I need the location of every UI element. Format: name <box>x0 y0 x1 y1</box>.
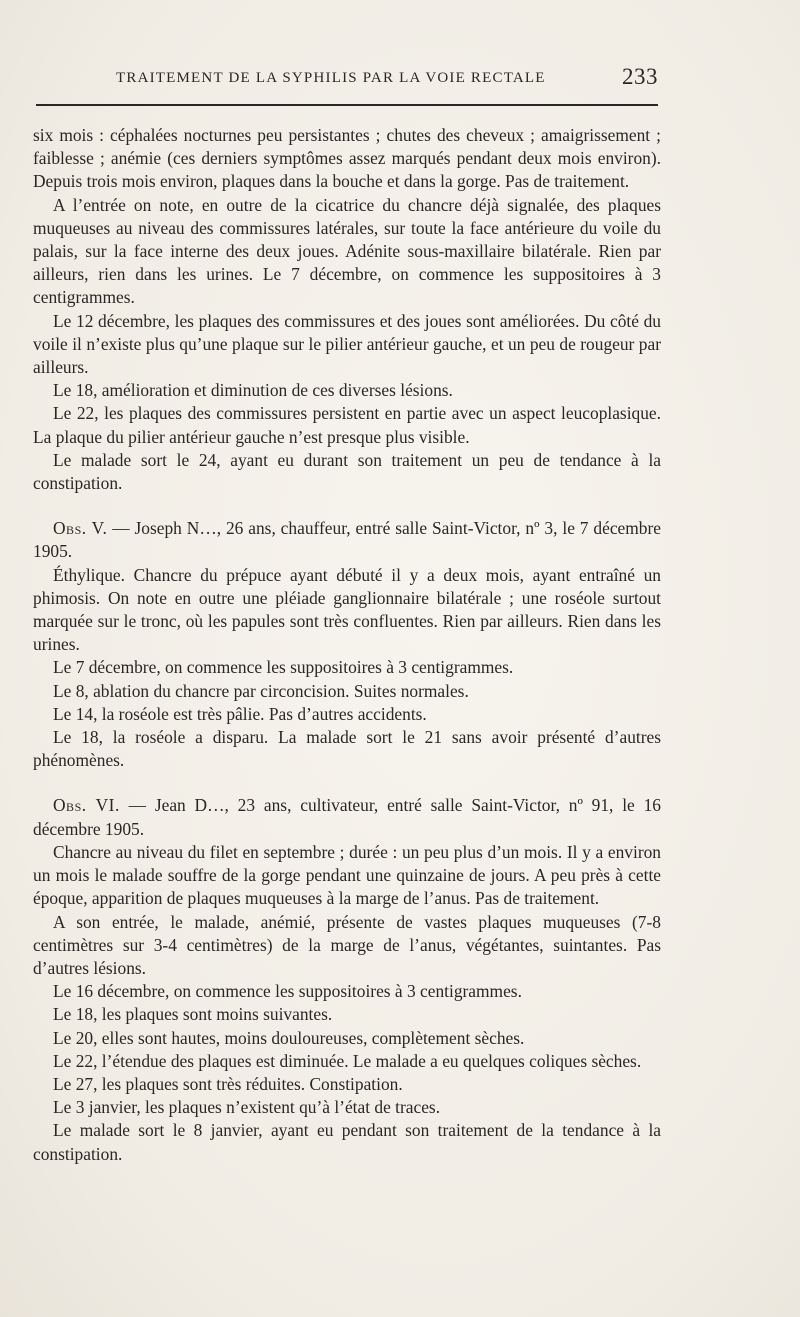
obs-v-dec-8: Le 8, ablation du chancre par circoncision. Suites normales. <box>53 680 469 701</box>
obs-vi-dec-22: Le 22, l’étendue des plaques est diminuée. Le malade a eu quelques coliques sèches. <box>53 1050 642 1071</box>
obs-v-dec-14: Le 14, la roséole est très pâlie. Pas d’autres accidents. <box>53 703 427 724</box>
page-body <box>33 124 661 1166</box>
obs-v-dec-18: Le 18, la roséole a disparu. La malade sort le 21 sans avoir présenté d’autres phénomènes. <box>33 727 661 771</box>
observation-vi-label: Obs. VI. <box>53 795 120 816</box>
paragraph-dec-22: Le 22, les plaques des commissures persistent en partie avec un aspect leucoplasique. La plaque du pilier antérieur gauche n’est presque plus visible. <box>33 403 661 447</box>
obs-vi-jan-3: Le 3 janvier, les plaques n’existent qu’à l’état de traces. <box>53 1097 441 1118</box>
paragraph-dec-18: Le 18, amélioration et diminution de ces diverses lésions. <box>53 380 453 401</box>
obs-vi-history: Chancre au niveau du filet en septembre ; durée : un peu plus d’un mois. Il y a environ un mois le malade souffre de la gorge pendant une quinzaine de jours. A peu près à cette époque, apparition de plaques muqueuses à la marge de l’anus. Pas de traitement. <box>33 841 661 909</box>
obs-vi-dec-18: Le 18, les plaques sont moins suivantes. <box>53 1004 333 1025</box>
obs-vi-entry: A son entrée, le malade, anémié, présente de vastes plaques muqueuses (7-8 centimètres sur 3-4 centimètres) de la marge de l’anus, végétantes, suintantes. Pas d’autres lésions. <box>33 911 661 978</box>
obs-vi-dec-16: Le 16 décembre, on commence les suppositoires à 3 centigrammes. <box>53 981 522 1002</box>
paragraph-dec-12: Le 12 décembre, les plaques des commissures et des joues sont améliorées. Du côté du voile il n’existe plus qu’une plaque sur le pilier antérieur gauche, et un peu de rougeur par ailleurs. <box>33 310 661 378</box>
page-number: 233 <box>622 64 658 89</box>
paragraph-discharge: Le malade sort le 24, ayant eu durant son traitement un peu de tendance à la constipation. <box>33 449 661 494</box>
paragraph-entry-findings: A l’entrée on note, en outre de la cicatrice du chancre déjà signalée, des plaques muqueuses au niveau des commissures latérales, sur toute la face antérieure du voile du palais, sur la face interne des deux joues. Adénite sous-maxillaire bilatérale. Rien par ailleurs, rien dans les urines. Le 7 décembre, on commence les suppositoires à 3 centigrammes. <box>33 194 661 308</box>
obs-vi-discharge: Le malade sort le 8 janvier, ayant eu pendant son traitement de la tendance à la constipation. <box>33 1120 661 1164</box>
obs-vi-dec-27: Le 27, les plaques sont très réduites. Constipation. <box>53 1073 403 1094</box>
obs-v-dec-7: Le 7 décembre, on commence les suppositoires à 3 centigrammes. <box>53 657 514 678</box>
paragraph-continuation: six mois : céphalées nocturnes peu persistantes ; chutes des cheveux ; amaigrissement ; faiblesse ; anémie (ces derniers symptômes assez marqués pendant deux mois environ). Depuis trois mois environ, plaques dans la bouche et dans la gorge. Pas de traitement. <box>33 125 661 192</box>
page-header <box>36 62 658 98</box>
header-rule <box>36 104 658 106</box>
observation-vi-intro: — Jean D…, 23 ans, cultivateur, entré salle Saint-Victor, nº 91, le 16 décembre 1905. <box>33 795 661 839</box>
observation-v-heading <box>33 517 661 563</box>
obs-v-history: Éthylique. Chancre du prépuce ayant débuté il y a deux mois, ayant entraîné un phimosis. On note en outre une pléiade ganglionnaire bilatérale ; une roséole surtout marquée sur le tronc, où les papules sont très confluentes. Rien par ailleurs. Rien dans les urines. <box>33 564 661 655</box>
running-title: TRAITEMENT DE LA SYPHILIS PAR LA VOIE RECTALE <box>116 70 546 86</box>
observation-v-label: Obs. V. <box>53 518 108 539</box>
obs-vi-dec-20: Le 20, elles sont hautes, moins douloureuses, complètement sèches. <box>53 1027 525 1048</box>
observation-v-intro: — Joseph N…, 26 ans, chauffeur, entré salle Saint-Victor, nº 3, le 7 décembre 1905. <box>33 518 661 562</box>
observation-vi-heading <box>33 794 661 840</box>
